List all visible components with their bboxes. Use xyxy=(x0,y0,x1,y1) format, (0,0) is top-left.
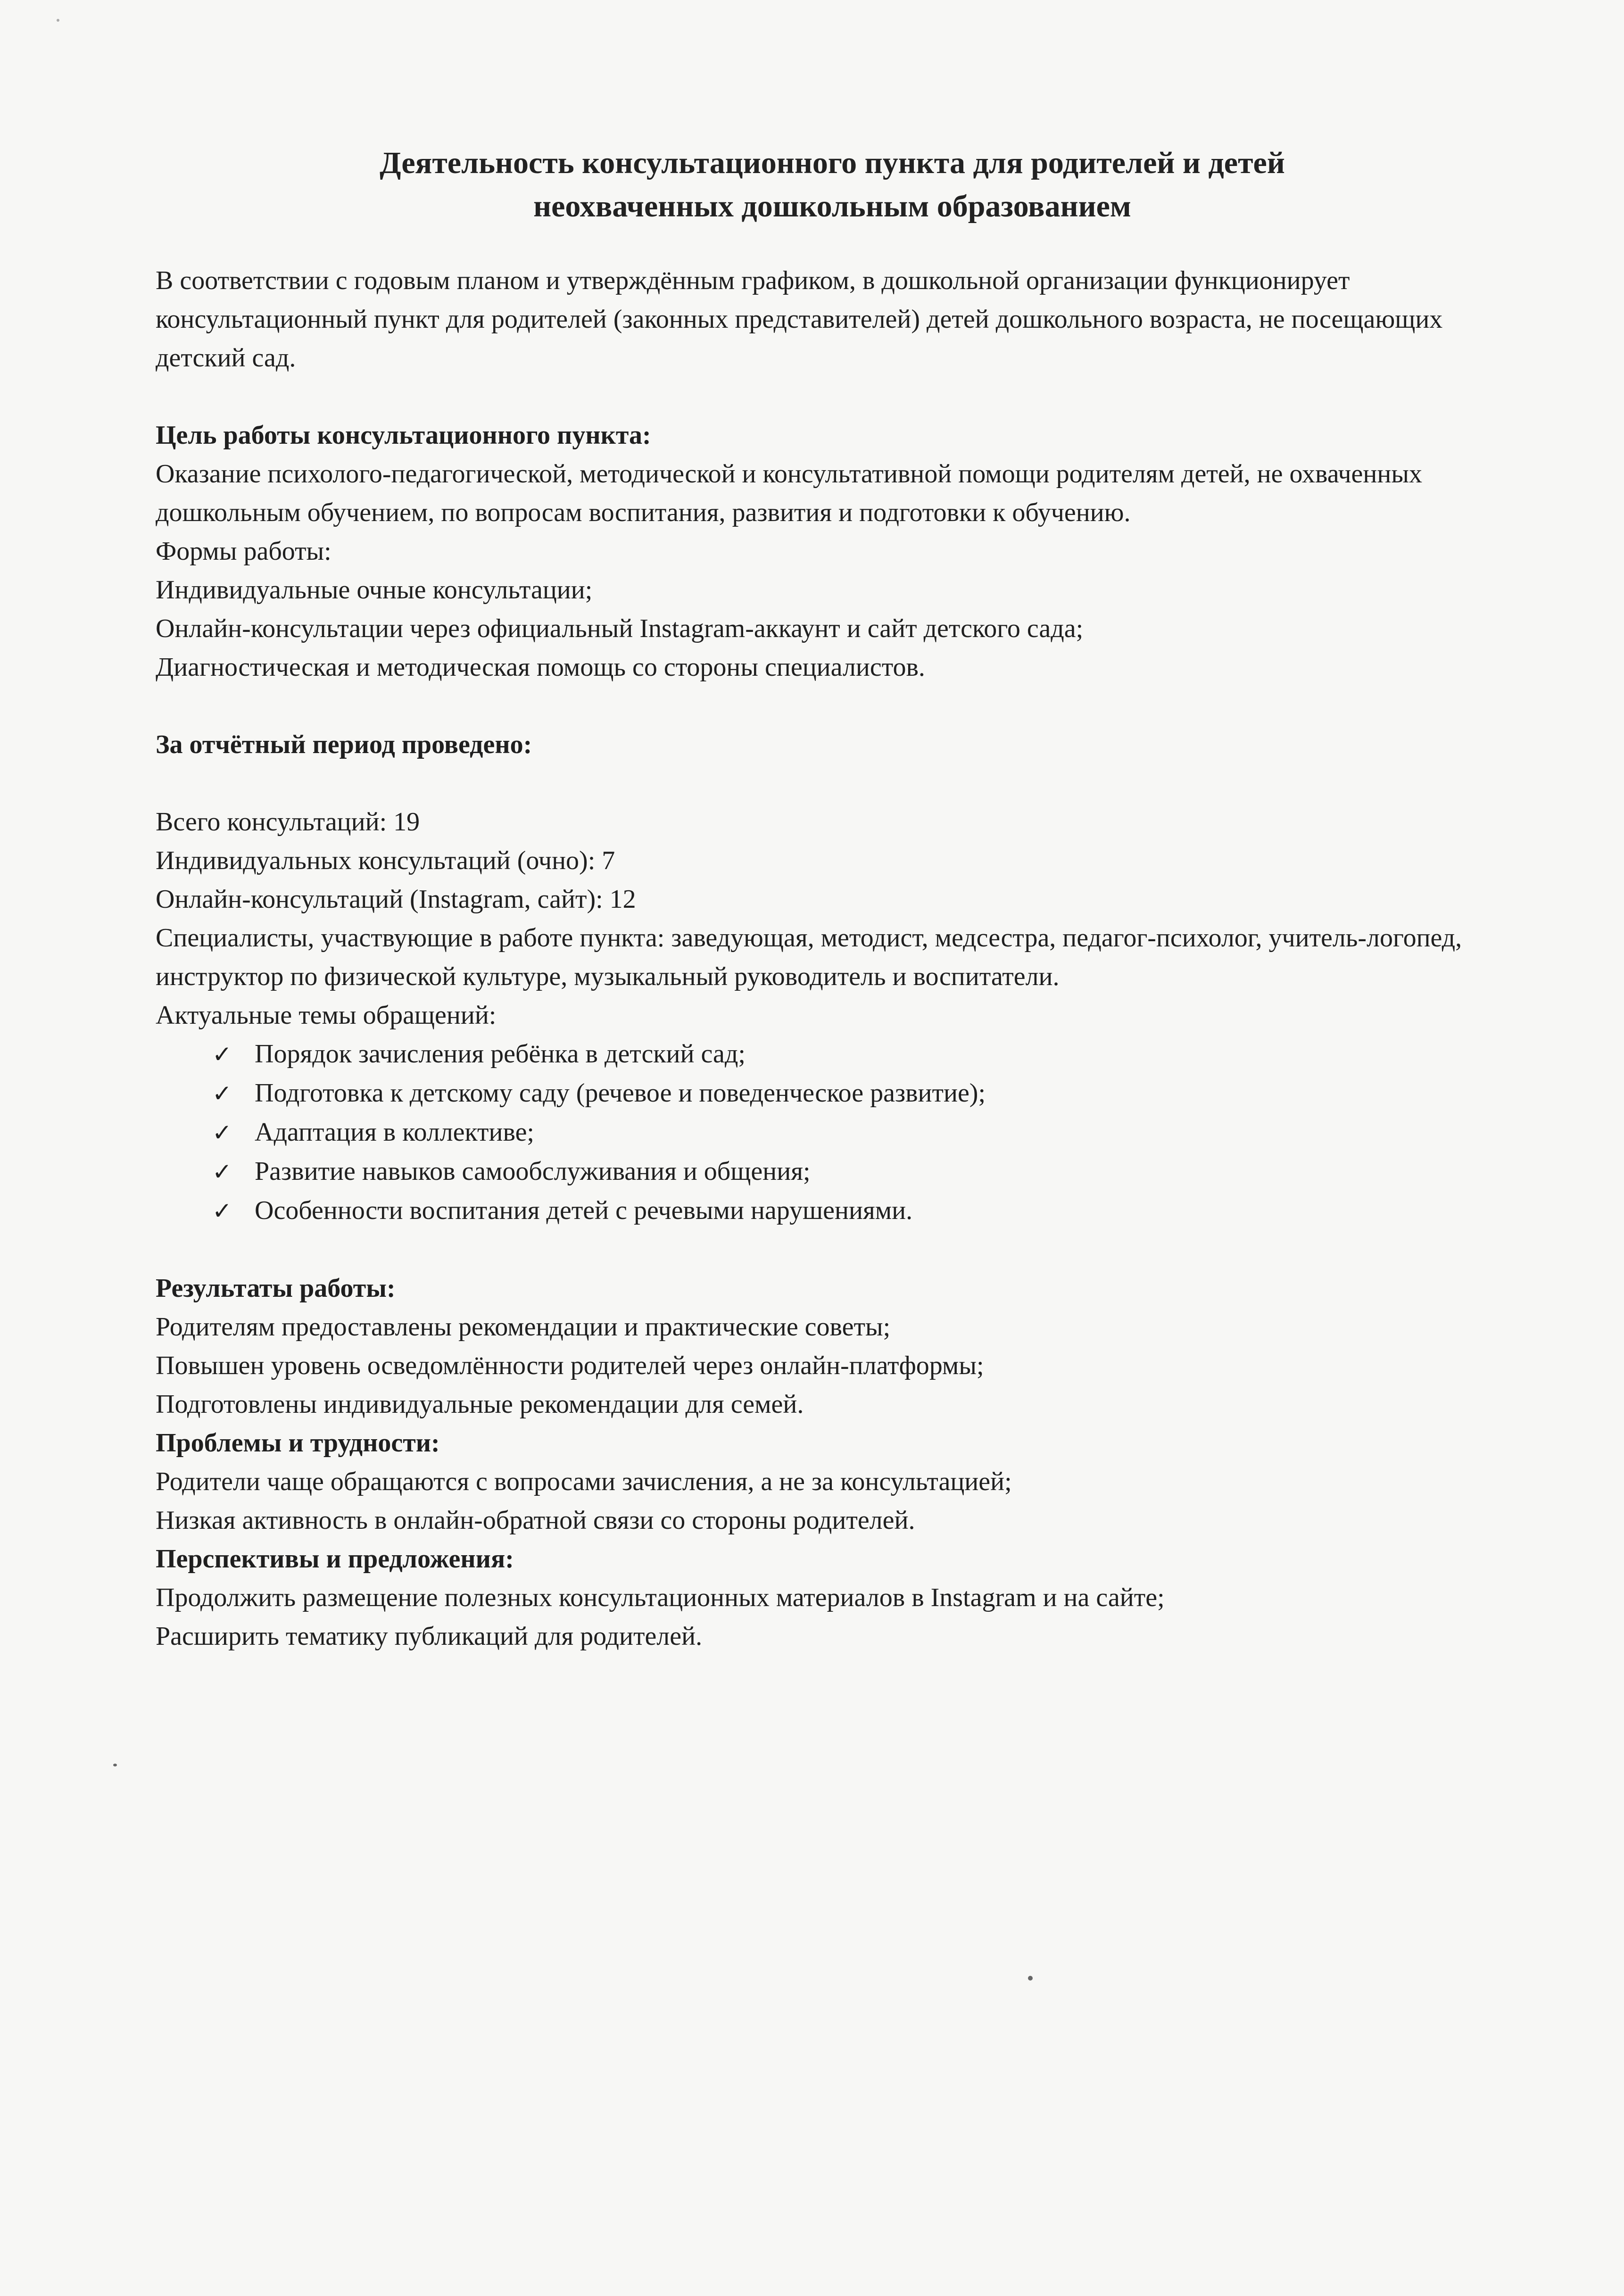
individual-consultations: Индивидуальных консультаций (очно): 7 xyxy=(156,846,615,875)
list-item: ✓ Особенности воспитания детей с речевыми нарушениями. xyxy=(212,1191,1509,1230)
specialists-text: Специалисты, участвующие в работе пункта: заведующая, методист, медсестра, педагог-психолог, учитель-логопед, инструктор по физической культуре, музыкальный руководитель и воспитатели. xyxy=(156,923,1462,991)
title-line-2: неохваченных дошкольным образованием xyxy=(533,189,1131,224)
scan-speck xyxy=(57,19,59,22)
title-line-1: Деятельность консультационного пункта для родителей и детей xyxy=(380,146,1285,180)
checkmark-icon: ✓ xyxy=(212,1041,232,1068)
forms-label: Формы работы: xyxy=(156,537,331,566)
goal-text: Оказание психолого-педагогической, методической и консультативной помощи родителям детей, не охваченных дошкольным обучением, по вопросам воспитания, развития и подготовки к обучению. xyxy=(156,459,1422,527)
results-heading: Результаты работы: xyxy=(156,1274,396,1303)
result-item: Родителям предоставлены рекомендации и практические советы; xyxy=(156,1312,891,1342)
form-item: Индивидуальные очные консультации; xyxy=(156,575,593,605)
list-item: ✓ Подготовка к детскому саду (речевое и поведенческое развитие); xyxy=(212,1074,1509,1113)
problems-heading: Проблемы и трудности: xyxy=(156,1428,440,1458)
problem-item: Низкая активность в онлайн-обратной связи со стороны родителей. xyxy=(156,1506,915,1535)
topics-label: Актуальные темы обращений: xyxy=(156,1001,497,1030)
scan-speck xyxy=(113,1764,117,1766)
document-title xyxy=(156,141,1509,228)
prospect-item: Продолжить размещение полезных консультационных материалов в Instagram и на сайте; xyxy=(156,1583,1165,1612)
prospects-heading: Перспективы и предложения: xyxy=(156,1544,514,1574)
goal-heading: Цель работы консультационного пункта: xyxy=(156,421,651,450)
checkmark-icon: ✓ xyxy=(212,1197,232,1225)
list-item: ✓ Адаптация в коллективе; xyxy=(212,1113,1509,1152)
checkmark-icon: ✓ xyxy=(212,1080,232,1107)
problem-item: Родители чаще обращаются с вопросами зачисления, а не за консультацией; xyxy=(156,1467,1012,1496)
form-item: Онлайн-консультации через официальный Instagram-аккаунт и сайт детского сада; xyxy=(156,614,1084,643)
topics-list xyxy=(156,1035,1509,1230)
list-item: ✓ Развитие навыков самообслуживания и общения; xyxy=(212,1152,1509,1191)
document-body xyxy=(156,141,1509,1656)
report-heading: За отчётный период проведено: xyxy=(156,730,532,759)
checkmark-icon: ✓ xyxy=(212,1119,232,1146)
form-item: Диагностическая и методическая помощь со стороны специалистов. xyxy=(156,653,925,682)
list-item: ✓ Порядок зачисления ребёнка в детский сад; xyxy=(212,1035,1509,1074)
result-item: Подготовлены индивидуальные рекомендации для семей. xyxy=(156,1390,804,1419)
prospect-item: Расширить тематику публикаций для родителей. xyxy=(156,1622,703,1651)
online-consultations: Онлайн-консультаций (Instagram, сайт): 12 xyxy=(156,885,636,914)
result-item: Повышен уровень осведомлённости родителей через онлайн-платформы; xyxy=(156,1351,984,1380)
total-consultations: Всего консультаций: 19 xyxy=(156,807,420,837)
intro-paragraph: В соответствии с годовым планом и утверждённым графиком, в дошкольной организации функционирует консультационный пункт для родителей (законных представителей) детей дошкольного возраста, не посещающих детский сад. xyxy=(156,266,1443,373)
checkmark-icon: ✓ xyxy=(212,1158,232,1185)
scan-speck xyxy=(1028,1976,1033,1981)
